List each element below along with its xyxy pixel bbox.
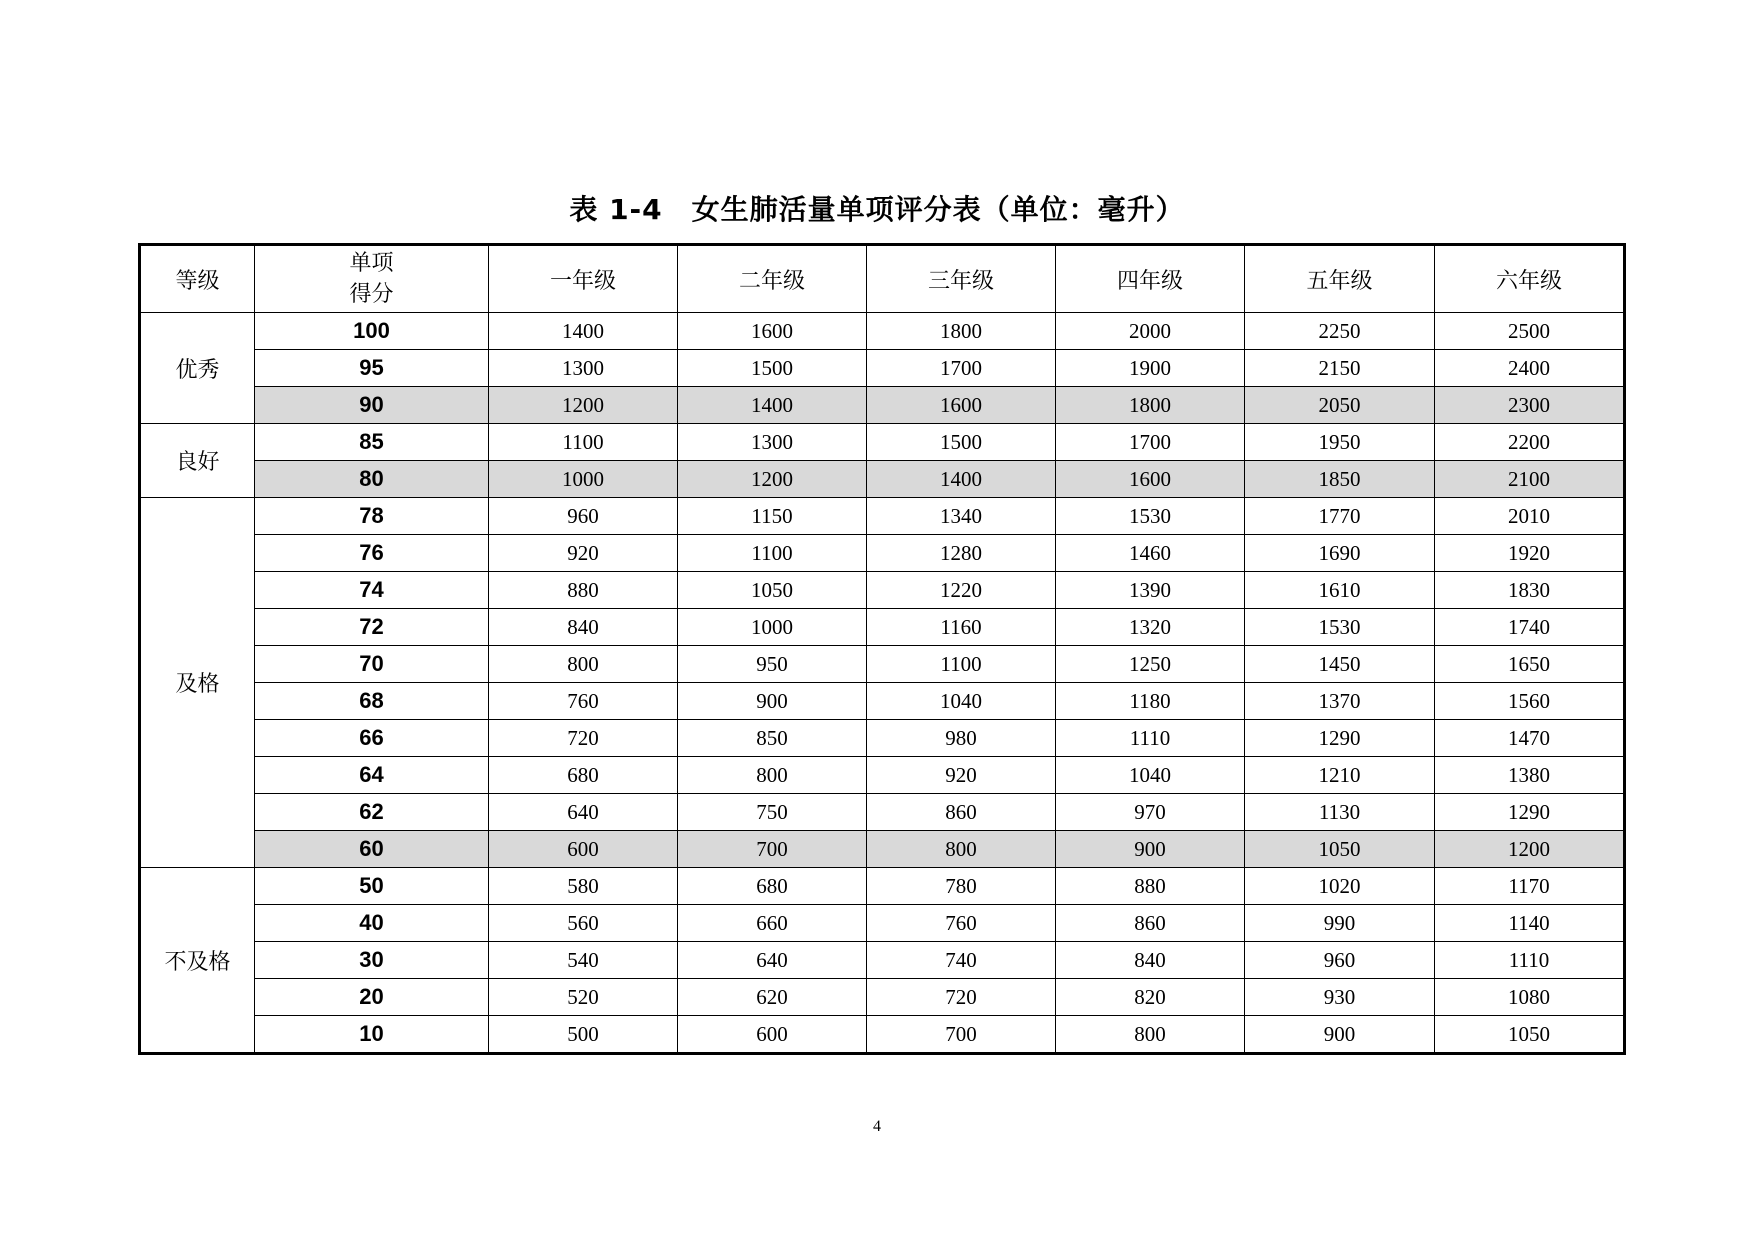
value-cell: 1450 xyxy=(1245,646,1435,683)
value-cell: 600 xyxy=(678,1016,867,1054)
header-level: 等级 xyxy=(140,245,255,313)
score-cell: 40 xyxy=(255,905,489,942)
value-cell: 1250 xyxy=(1056,646,1245,683)
header-score xyxy=(255,245,489,313)
table-row xyxy=(140,498,1625,535)
value-cell: 1220 xyxy=(867,572,1056,609)
value-cell: 1050 xyxy=(1435,1016,1625,1054)
level-cell: 不及格 xyxy=(140,868,255,1054)
value-cell: 720 xyxy=(867,979,1056,1016)
value-cell: 920 xyxy=(867,757,1056,794)
value-cell: 780 xyxy=(867,868,1056,905)
table-row xyxy=(140,572,1625,609)
value-cell: 990 xyxy=(1245,905,1435,942)
value-cell: 1180 xyxy=(1056,683,1245,720)
value-cell: 2400 xyxy=(1435,350,1625,387)
value-cell: 1050 xyxy=(1245,831,1435,868)
value-cell: 1770 xyxy=(1245,498,1435,535)
score-cell: 90 xyxy=(255,387,489,424)
value-cell: 1400 xyxy=(867,461,1056,498)
value-cell: 2200 xyxy=(1435,424,1625,461)
score-table xyxy=(138,243,1626,1055)
level-cell: 良好 xyxy=(140,424,255,498)
value-cell: 900 xyxy=(678,683,867,720)
level-cell: 及格 xyxy=(140,498,255,868)
value-cell: 760 xyxy=(867,905,1056,942)
value-cell: 1610 xyxy=(1245,572,1435,609)
value-cell: 1800 xyxy=(867,313,1056,350)
value-cell: 1900 xyxy=(1056,350,1245,387)
value-cell: 960 xyxy=(489,498,678,535)
value-cell: 1950 xyxy=(1245,424,1435,461)
value-cell: 1150 xyxy=(678,498,867,535)
value-cell: 1100 xyxy=(489,424,678,461)
score-cell: 78 xyxy=(255,498,489,535)
value-cell: 1050 xyxy=(678,572,867,609)
value-cell: 840 xyxy=(489,609,678,646)
value-cell: 740 xyxy=(867,942,1056,979)
value-cell: 700 xyxy=(867,1016,1056,1054)
value-cell: 1390 xyxy=(1056,572,1245,609)
table-row xyxy=(140,350,1625,387)
score-cell: 50 xyxy=(255,868,489,905)
score-cell: 100 xyxy=(255,313,489,350)
value-cell: 1160 xyxy=(867,609,1056,646)
value-cell: 580 xyxy=(489,868,678,905)
value-cell: 860 xyxy=(867,794,1056,831)
score-cell: 66 xyxy=(255,720,489,757)
value-cell: 600 xyxy=(489,831,678,868)
value-cell: 800 xyxy=(489,646,678,683)
table-row xyxy=(140,868,1625,905)
value-cell: 840 xyxy=(1056,942,1245,979)
header-grade-6: 六年级 xyxy=(1435,245,1625,313)
value-cell: 920 xyxy=(489,535,678,572)
table-row xyxy=(140,794,1625,831)
value-cell: 930 xyxy=(1245,979,1435,1016)
value-cell: 900 xyxy=(1056,831,1245,868)
score-cell: 20 xyxy=(255,979,489,1016)
header-score-line2: 得分 xyxy=(349,282,394,307)
value-cell: 1470 xyxy=(1435,720,1625,757)
value-cell: 1650 xyxy=(1435,646,1625,683)
score-cell: 64 xyxy=(255,757,489,794)
value-cell: 1170 xyxy=(1435,868,1625,905)
score-cell: 74 xyxy=(255,572,489,609)
value-cell: 1210 xyxy=(1245,757,1435,794)
value-cell: 540 xyxy=(489,942,678,979)
value-cell: 1380 xyxy=(1435,757,1625,794)
value-cell: 1000 xyxy=(489,461,678,498)
value-cell: 1320 xyxy=(1056,609,1245,646)
value-cell: 1110 xyxy=(1056,720,1245,757)
value-cell: 1530 xyxy=(1245,609,1435,646)
value-cell: 680 xyxy=(489,757,678,794)
value-cell: 1500 xyxy=(678,350,867,387)
value-cell: 800 xyxy=(678,757,867,794)
value-cell: 1290 xyxy=(1245,720,1435,757)
header-score-line1: 单项 xyxy=(349,251,394,276)
header-row xyxy=(140,245,1625,313)
value-cell: 1000 xyxy=(678,609,867,646)
table-row xyxy=(140,609,1625,646)
value-cell: 1700 xyxy=(1056,424,1245,461)
score-cell: 10 xyxy=(255,1016,489,1054)
value-cell: 900 xyxy=(1245,1016,1435,1054)
value-cell: 820 xyxy=(1056,979,1245,1016)
table-row xyxy=(140,387,1625,424)
value-cell: 1040 xyxy=(1056,757,1245,794)
table-row xyxy=(140,1016,1625,1054)
score-cell: 76 xyxy=(255,535,489,572)
value-cell: 970 xyxy=(1056,794,1245,831)
value-cell: 2300 xyxy=(1435,387,1625,424)
score-cell: 80 xyxy=(255,461,489,498)
table-title: 表 1-4 女生肺活量单项评分表（单位：毫升） xyxy=(569,193,1185,226)
value-cell: 620 xyxy=(678,979,867,1016)
value-cell: 1280 xyxy=(867,535,1056,572)
value-cell: 1200 xyxy=(1435,831,1625,868)
value-cell: 950 xyxy=(678,646,867,683)
value-cell: 880 xyxy=(1056,868,1245,905)
value-cell: 1800 xyxy=(1056,387,1245,424)
value-cell: 1560 xyxy=(1435,683,1625,720)
value-cell: 1600 xyxy=(1056,461,1245,498)
value-cell: 800 xyxy=(1056,1016,1245,1054)
table-row xyxy=(140,683,1625,720)
value-cell: 1200 xyxy=(489,387,678,424)
value-cell: 2150 xyxy=(1245,350,1435,387)
score-cell: 95 xyxy=(255,350,489,387)
value-cell: 1290 xyxy=(1435,794,1625,831)
score-cell: 72 xyxy=(255,609,489,646)
value-cell: 1100 xyxy=(678,535,867,572)
table-row xyxy=(140,831,1625,868)
value-cell: 1110 xyxy=(1435,942,1625,979)
value-cell: 980 xyxy=(867,720,1056,757)
value-cell: 1200 xyxy=(678,461,867,498)
header-grade-5: 五年级 xyxy=(1245,245,1435,313)
value-cell: 1130 xyxy=(1245,794,1435,831)
table-row xyxy=(140,720,1625,757)
value-cell: 520 xyxy=(489,979,678,1016)
value-cell: 880 xyxy=(489,572,678,609)
value-cell: 850 xyxy=(678,720,867,757)
value-cell: 1530 xyxy=(1056,498,1245,535)
table-body xyxy=(140,313,1625,1054)
table-row xyxy=(140,461,1625,498)
score-cell: 62 xyxy=(255,794,489,831)
value-cell: 1830 xyxy=(1435,572,1625,609)
value-cell: 2000 xyxy=(1056,313,1245,350)
table-row xyxy=(140,313,1625,350)
value-cell: 720 xyxy=(489,720,678,757)
table-row xyxy=(140,942,1625,979)
value-cell: 1600 xyxy=(678,313,867,350)
value-cell: 1400 xyxy=(489,313,678,350)
score-cell: 30 xyxy=(255,942,489,979)
value-cell: 860 xyxy=(1056,905,1245,942)
value-cell: 660 xyxy=(678,905,867,942)
header-grade-1: 一年级 xyxy=(489,245,678,313)
header-grade-4: 四年级 xyxy=(1056,245,1245,313)
table-row xyxy=(140,757,1625,794)
score-cell: 60 xyxy=(255,831,489,868)
value-cell: 1040 xyxy=(867,683,1056,720)
table-row xyxy=(140,535,1625,572)
value-cell: 1700 xyxy=(867,350,1056,387)
value-cell: 1020 xyxy=(1245,868,1435,905)
value-cell: 750 xyxy=(678,794,867,831)
value-cell: 1920 xyxy=(1435,535,1625,572)
header-grade-3: 三年级 xyxy=(867,245,1056,313)
value-cell: 560 xyxy=(489,905,678,942)
value-cell: 640 xyxy=(489,794,678,831)
score-cell: 68 xyxy=(255,683,489,720)
value-cell: 2050 xyxy=(1245,387,1435,424)
value-cell: 1500 xyxy=(867,424,1056,461)
value-cell: 1100 xyxy=(867,646,1056,683)
value-cell: 760 xyxy=(489,683,678,720)
value-cell: 960 xyxy=(1245,942,1435,979)
table-row xyxy=(140,979,1625,1016)
score-cell: 85 xyxy=(255,424,489,461)
value-cell: 1300 xyxy=(489,350,678,387)
value-cell: 1400 xyxy=(678,387,867,424)
value-cell: 700 xyxy=(678,831,867,868)
value-cell: 640 xyxy=(678,942,867,979)
value-cell: 500 xyxy=(489,1016,678,1054)
header-grade-2: 二年级 xyxy=(678,245,867,313)
value-cell: 1740 xyxy=(1435,609,1625,646)
value-cell: 1690 xyxy=(1245,535,1435,572)
value-cell: 1850 xyxy=(1245,461,1435,498)
table-row xyxy=(140,424,1625,461)
score-cell: 70 xyxy=(255,646,489,683)
value-cell: 2100 xyxy=(1435,461,1625,498)
value-cell: 2500 xyxy=(1435,313,1625,350)
value-cell: 1080 xyxy=(1435,979,1625,1016)
value-cell: 1600 xyxy=(867,387,1056,424)
value-cell: 1340 xyxy=(867,498,1056,535)
value-cell: 2250 xyxy=(1245,313,1435,350)
level-cell: 优秀 xyxy=(140,313,255,424)
table-row xyxy=(140,646,1625,683)
value-cell: 1300 xyxy=(678,424,867,461)
table-row xyxy=(140,905,1625,942)
page-number: 4 xyxy=(873,1118,881,1135)
value-cell: 1370 xyxy=(1245,683,1435,720)
value-cell: 800 xyxy=(867,831,1056,868)
value-cell: 2010 xyxy=(1435,498,1625,535)
value-cell: 680 xyxy=(678,868,867,905)
value-cell: 1460 xyxy=(1056,535,1245,572)
value-cell: 1140 xyxy=(1435,905,1625,942)
